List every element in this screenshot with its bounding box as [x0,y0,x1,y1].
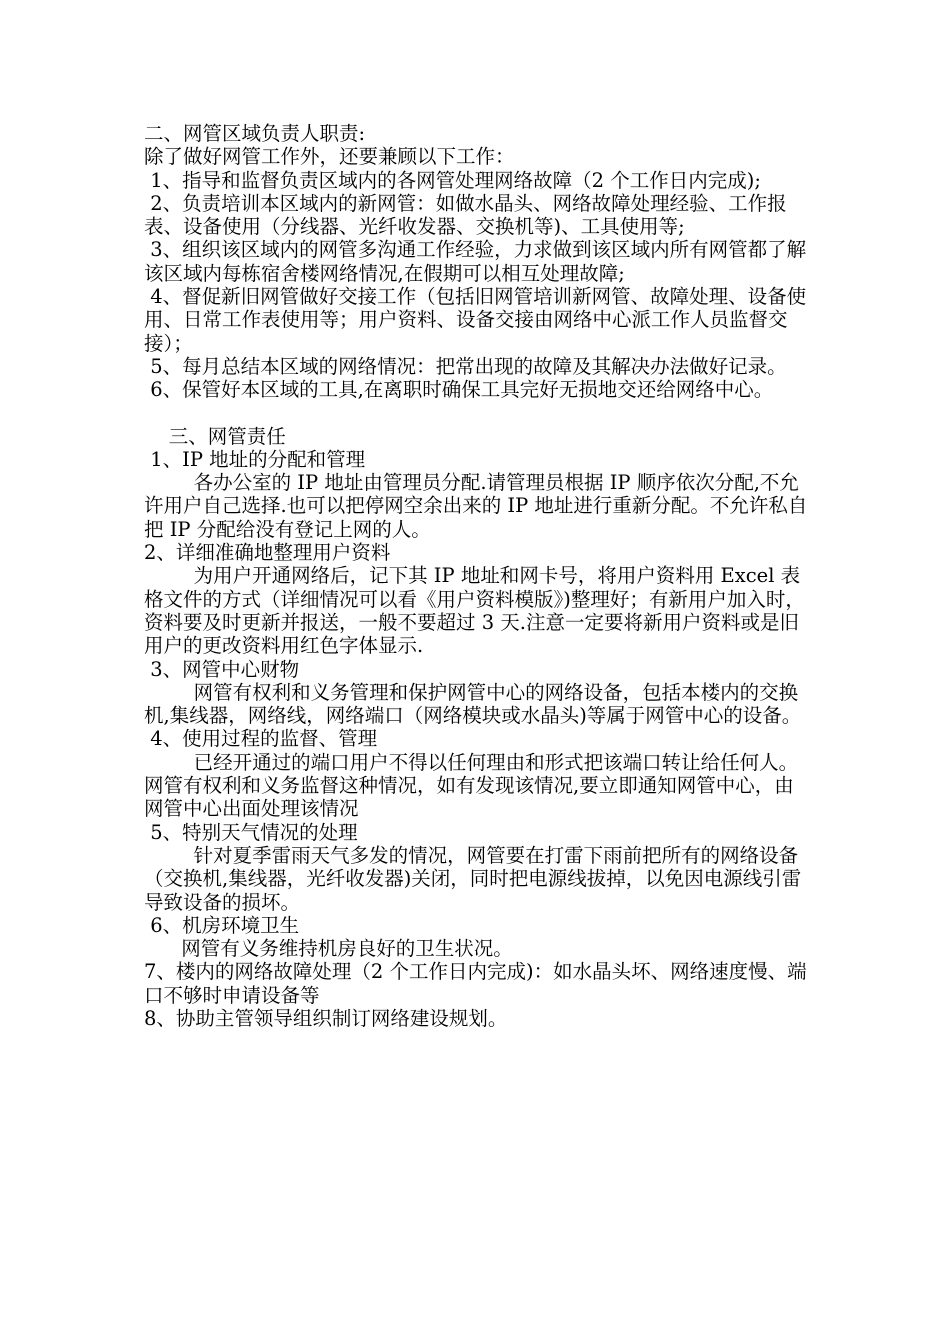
section3-item-5-body: 针对夏季雷雨天气多发的情况，网管要在打雷下雨前把所有的网络设备（交换机,集线器，光纤收发器)关闭，同时把电源线拔掉，以免因电源线引雷导致设备的损坏。 [144,843,802,914]
section-spacer [144,402,810,425]
section3-item-2-title: 2、详细准确地整理用户资料 [144,541,391,565]
section2-intro: 除了做好网管工作外，还要兼顾以下工作： [144,145,515,169]
section2-item-4: 4、督促新旧网管做好交接工作（包括旧网管培训新网管、故障处理、设备使用、日常工作表使用等；用户资料、设备交接由网络中心派工作人员监督交接）； [144,285,807,355]
section3-item-4-body: 已经开通过的端口用户不得以任何理由和形式把该端口转让给任何人。网管有权利和义务监督这种情况，如有发现该情况,要立即通知网管中心，由网管中心出面处理该情况 [144,750,799,821]
section3-item-3-title: 3、网管中心财物 [144,657,300,681]
section2-item-1: 1、指导和监督负责区域内的各网管处理网络故障（2 个工作日内完成); [144,168,761,192]
section3-item-4-title: 4、使用过程的监督、管理 [144,727,378,751]
section3-item-2-body: 为用户开通网络后，记下其 IP 地址和网卡号，将用户资料用 Excel 表格文件的方式（详细情况可以看《用户资料模版》)整理好；有新用户加入时，资料要及时更新并报送，一般不要超过 3 天.注意一定要将新用户资料或是旧用户的更改资料用红色字体显示. [144,564,805,658]
section2-item-5: 5、每月总结本区域的网络情况：把常出现的故障及其解决办法做好记录。 [144,354,787,378]
section3-item-8-title: 8、协助主管领导组织制订网络建设规划。 [144,1006,508,1030]
section3-item-5-title: 5、特别天气情况的处理 [144,820,358,844]
section3-item-3-body: 网管有权利和义务管理和保护网管中心的网络设备，包括本楼内的交换机,集线器，网络线，网络端口（网络模块或水晶头)等属于网管中心的设备。 [144,680,802,728]
section2-heading: 二、网管区域负责人职责: [144,122,366,145]
section2-item-3: 3、组织该区域内的网管多沟通工作经验，力求做到该区域内所有网管都了解该区域内每栋宿舍楼网络情况,在假期可以相互处理故障; [144,238,807,285]
section3-item-6-body: 网管有义务维持机房良好的卫生状况。 [144,937,513,961]
section2-item-2: 2、负责培训本区域内的新网管：如做水晶头、网络故障处理经验、工作报表、设备使用（分线器、光纤收发器、交换机等)、工具使用等; [144,191,787,239]
section3-item-6-title: 6、机房环境卫生 [144,913,300,937]
section3-item-1-title: 1、IP 地址的分配和管理 [144,447,366,471]
section3-item-1-body: 各办公室的 IP 地址由管理员分配.请管理员根据 IP 顺序依次分配,不允许用户自己选择.也可以把停网空余出来的 IP 地址进行重新分配。不允许私自把 IP 分配给没有登记上网的人。 [144,471,808,541]
section3-item-7-title: 7、楼内的网络故障处理（2 个工作日内完成)：如水晶头坏、网络速度慢、端口不够时申请设备等 [144,960,807,1007]
document-page [144,122,810,1030]
section2-item-6: 6、保管好本区域的工具,在离职时确保工具完好无损地交还给网络中心。 [144,378,774,402]
section3-heading: 三、网管责任 [144,424,286,448]
